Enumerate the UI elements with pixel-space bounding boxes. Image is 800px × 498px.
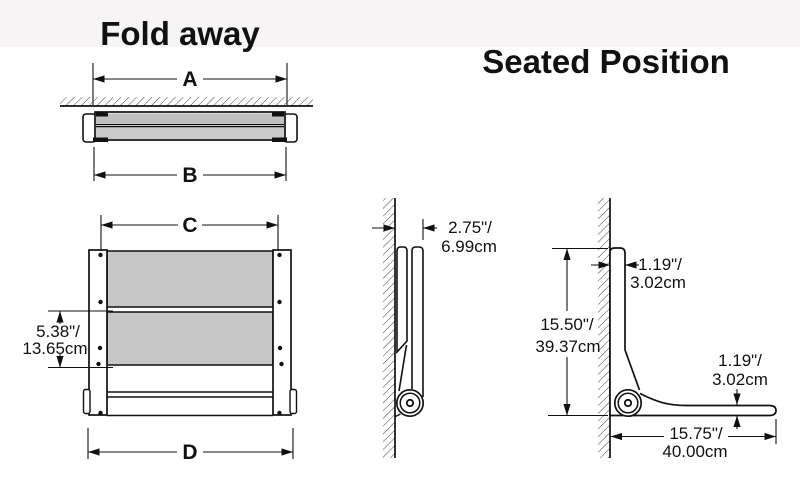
folded-diagonal-brace (399, 345, 407, 391)
bracket-width-cm: 3.02cm (630, 273, 686, 292)
seat-thickness-cm: 3.02cm (712, 370, 768, 389)
folded-outer-member (412, 247, 423, 397)
seat-height-inches: 15.50"/ (540, 315, 594, 334)
hinge-seated-icon (615, 390, 641, 416)
folded-side-view (372, 198, 497, 458)
seat-depth-cm: 40.00cm (662, 442, 728, 461)
dim-label-a: A (182, 68, 198, 91)
folded-inner-member (397, 247, 407, 352)
slat-height-cm: 13.65cm (22, 339, 88, 358)
front-rail-left (89, 250, 107, 415)
corner-mark-bottom-left (93, 138, 108, 143)
front-rail-right (273, 250, 291, 415)
seated-side-view (535, 198, 776, 461)
front-view (22, 214, 296, 464)
title-fold-away: Fold away (100, 15, 260, 52)
front-slat-upper (107, 251, 273, 307)
seat-slat-band-upper (96, 114, 284, 124)
title-seated-position: Seated Position (482, 43, 730, 80)
bracket-width-inches: 1.19"/ (638, 255, 682, 274)
dim-label-c: C (182, 214, 198, 237)
seat-depth-inches: 15.75"/ (669, 424, 723, 443)
wall-hatch-top (60, 97, 313, 106)
top-view (60, 63, 313, 187)
front-foot-right (290, 390, 297, 414)
wall-hatch-middle (383, 198, 395, 458)
folded-depth-inches: 2.75"/ (448, 218, 492, 237)
folded-depth-cm: 6.99cm (441, 237, 497, 256)
dim-label-b: B (182, 164, 198, 187)
front-slat-lower (107, 312, 273, 365)
corner-mark-top-left (96, 113, 108, 117)
slat-height-inches: 5.38"/ (36, 322, 80, 341)
seat-height-cm: 39.37cm (535, 337, 601, 356)
seat-slat-band-lower (96, 127, 284, 139)
dim-label-d: D (182, 441, 198, 464)
corner-mark-top-right (272, 113, 284, 117)
front-foot-left (84, 390, 91, 414)
hinge-folded-icon (397, 390, 423, 416)
seat-thickness-inches: 1.19"/ (718, 351, 762, 370)
wall-hatch-right (598, 198, 610, 458)
corner-mark-bottom-right (272, 138, 287, 143)
